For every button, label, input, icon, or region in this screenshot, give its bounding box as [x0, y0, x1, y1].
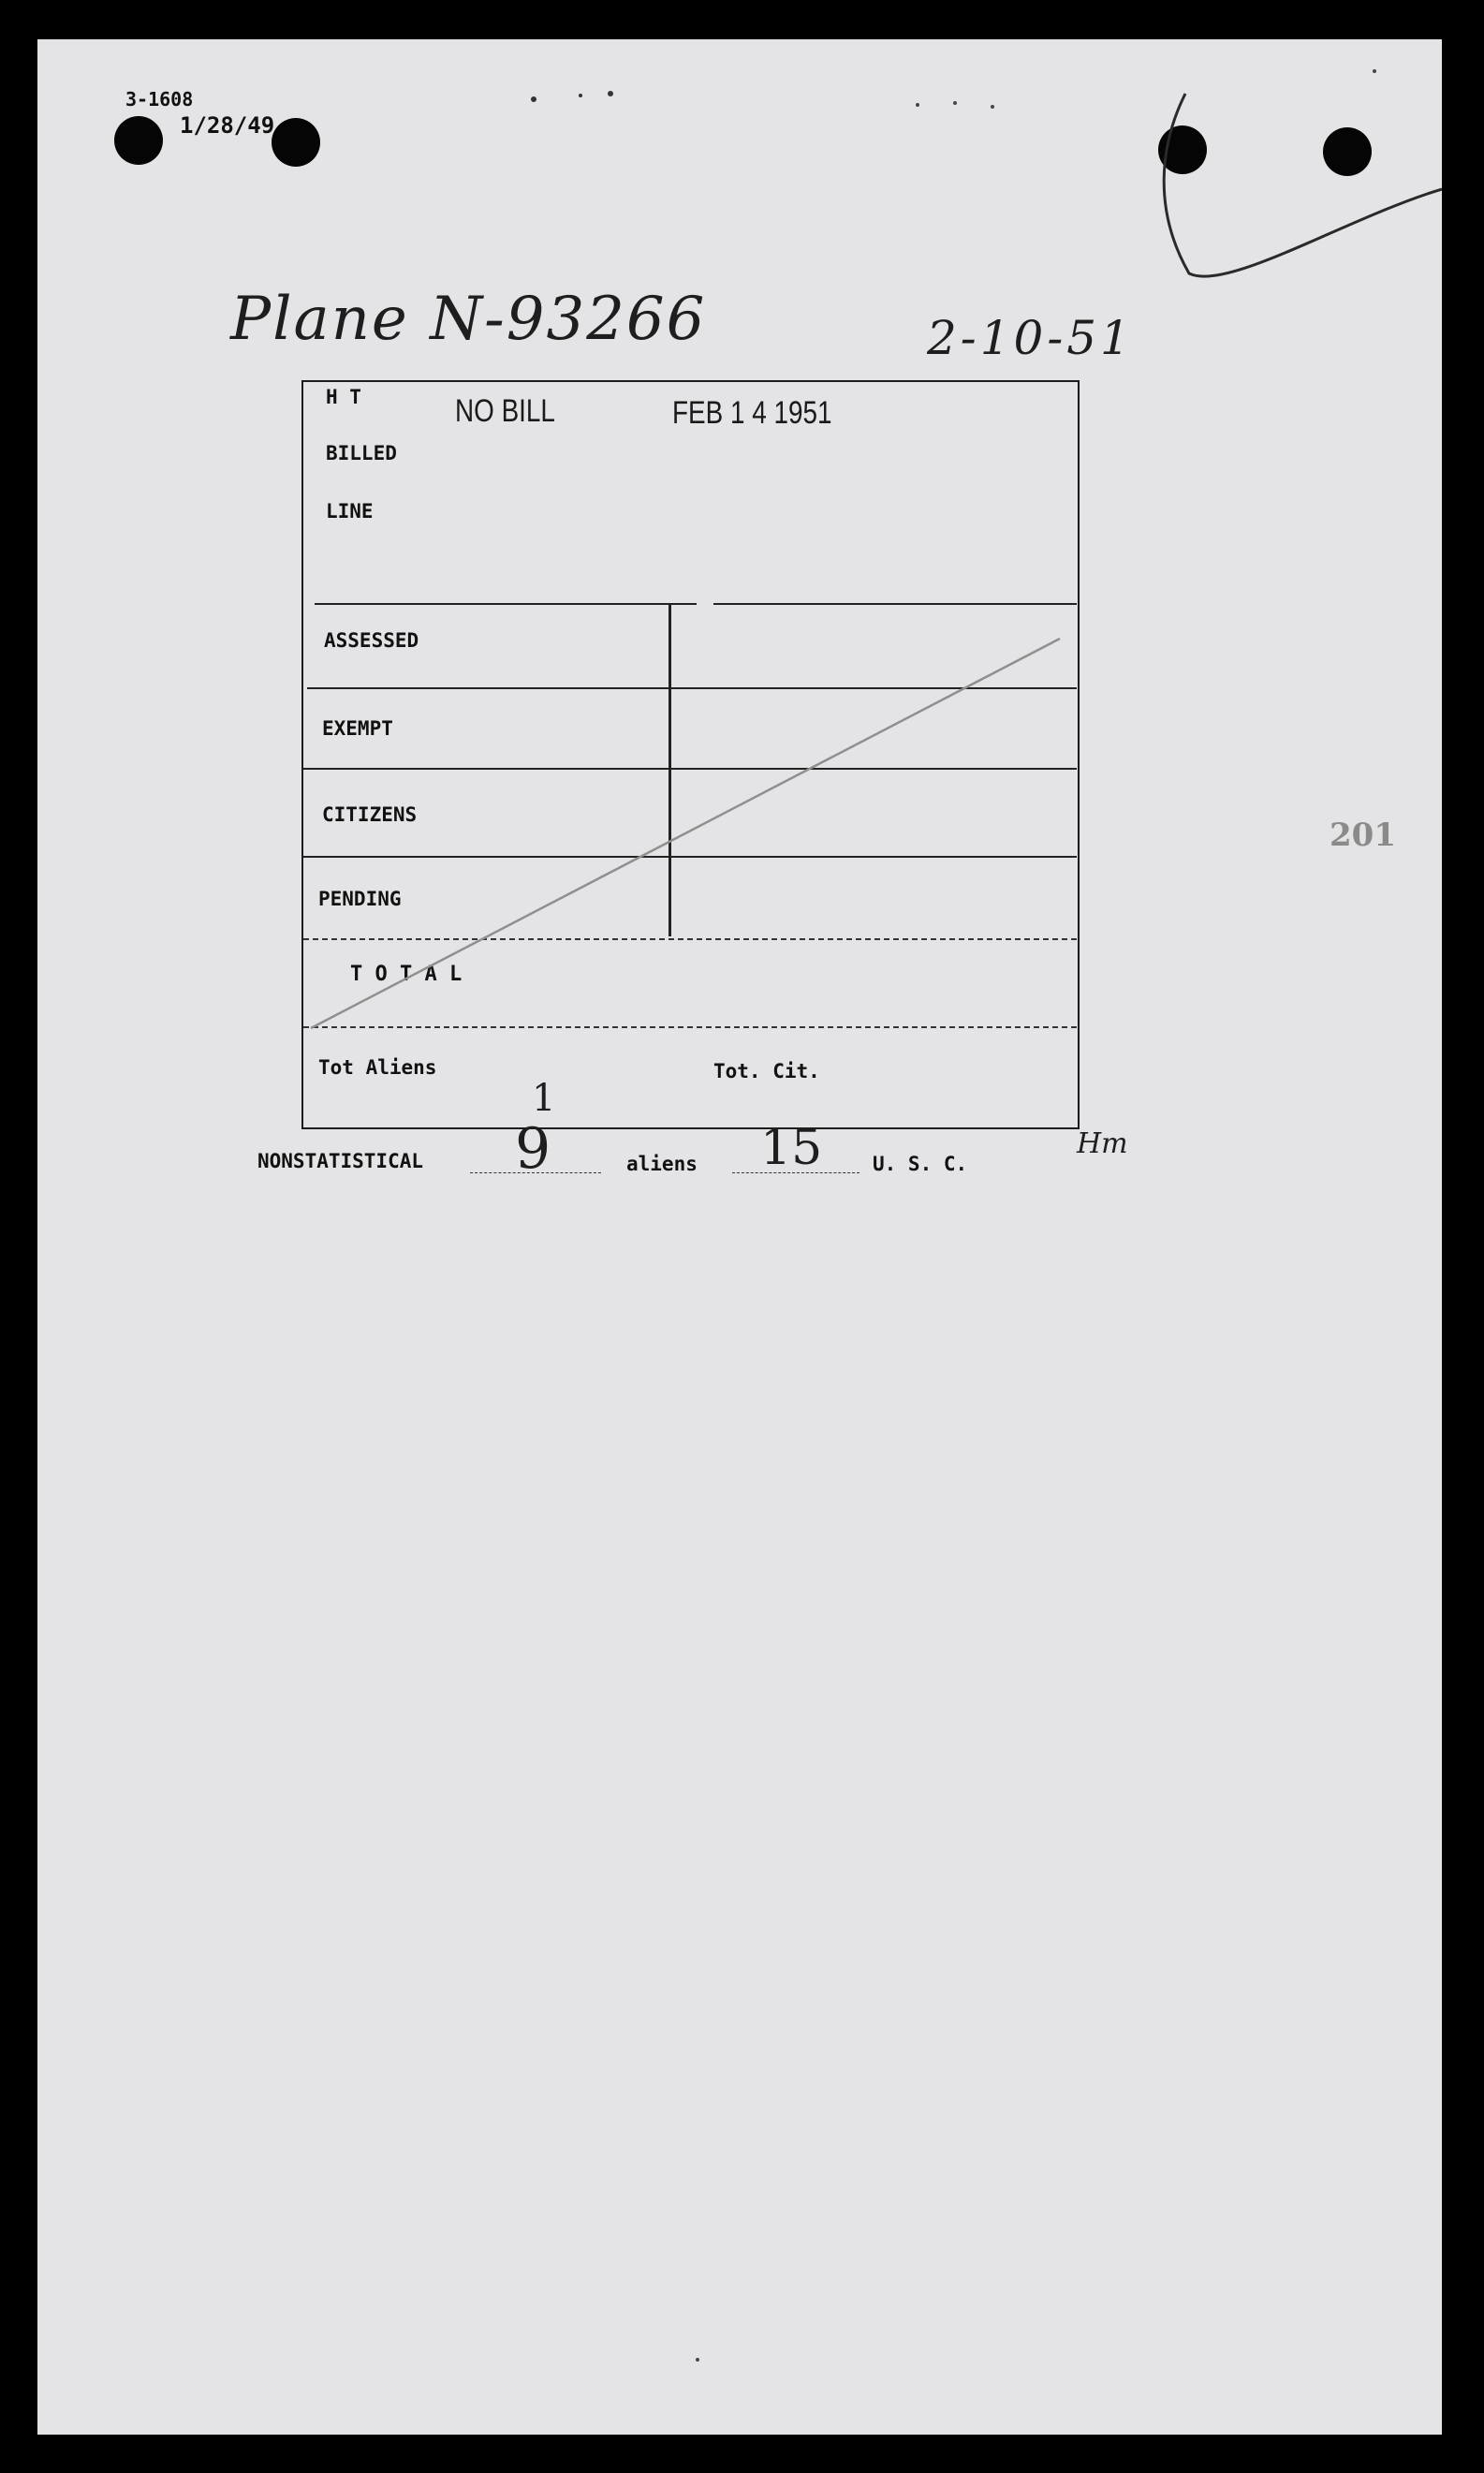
form-number: 3-1608	[125, 88, 194, 110]
aliens-correction: 1	[532, 1077, 556, 1120]
nonstatistical-label: NONSTATISTICAL	[257, 1150, 424, 1172]
speck	[916, 103, 919, 107]
date-annotation: 2-10-51	[927, 311, 1134, 365]
tot-cit-label: Tot. Cit.	[713, 1060, 820, 1082]
pending-label: PENDING	[318, 888, 402, 910]
billed-label: BILLED	[326, 442, 397, 464]
pen-strokes	[37, 39, 1442, 2435]
date-stamp: FEB 1 4 1951	[672, 395, 832, 431]
tot-aliens-label: Tot Aliens	[318, 1056, 437, 1079]
speck	[531, 96, 536, 102]
usc-value: 15	[760, 1120, 823, 1176]
plane-annotation: Plane N-93266	[230, 285, 707, 354]
exempt-label: EXEMPT	[322, 717, 393, 740]
assessed-label: ASSESSED	[324, 629, 419, 652]
speck	[696, 2358, 699, 2362]
usc-label: U. S. C.	[873, 1153, 968, 1175]
line-label: LINE	[326, 500, 374, 523]
ht-label: H T	[326, 386, 361, 408]
initials-annotation: Hm	[1077, 1127, 1128, 1160]
revision-date: 1/28/49	[180, 112, 275, 139]
aliens-value: 9	[515, 1116, 551, 1182]
citizens-label: CITIZENS	[322, 803, 418, 826]
speck	[991, 105, 994, 109]
cancel-diagonal-line	[311, 639, 1060, 1028]
total-label: T O T A L	[350, 963, 463, 986]
speck	[953, 101, 957, 105]
speck	[1373, 69, 1376, 73]
speck	[608, 91, 613, 96]
document-page	[37, 39, 1442, 2435]
aliens-label: aliens	[626, 1153, 698, 1175]
corner-number: 201	[1330, 817, 1396, 854]
no-bill-stamp: NO BILL	[455, 393, 555, 429]
corner-curve-stroke	[1164, 94, 1442, 276]
speck	[579, 94, 582, 97]
